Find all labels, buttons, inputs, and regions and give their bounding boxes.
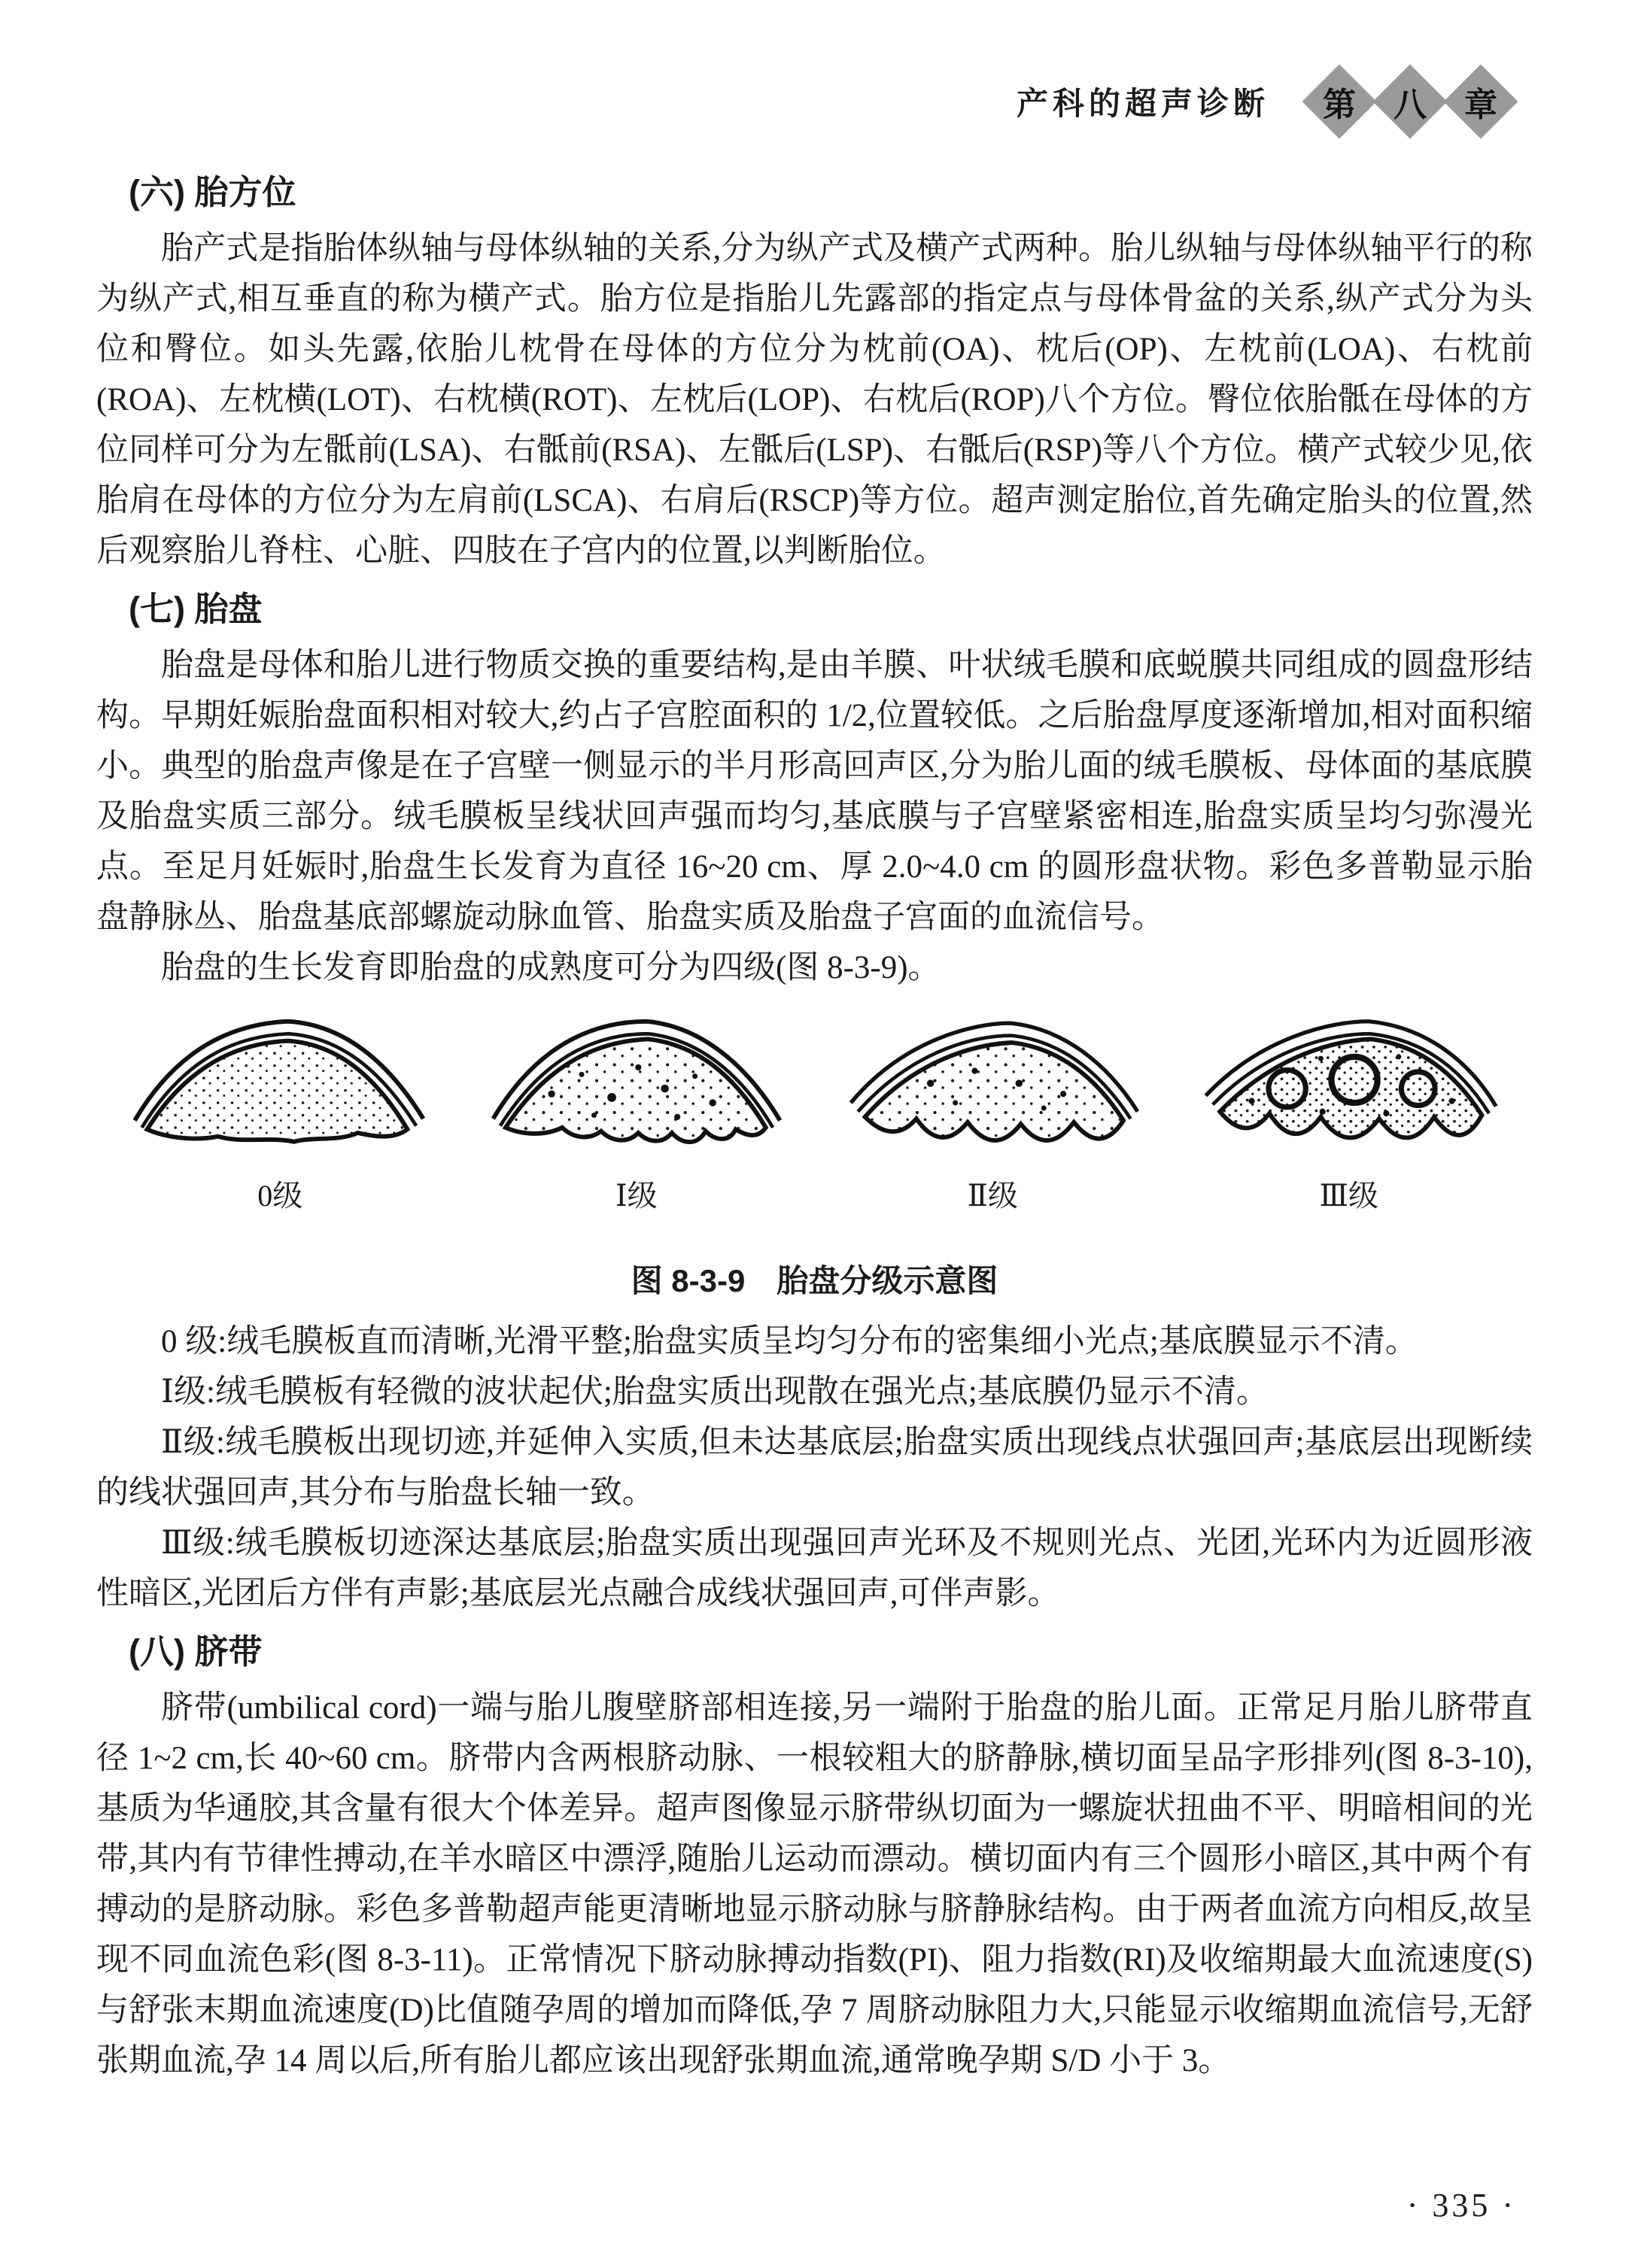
paragraph-grade-2: Ⅱ级:绒毛膜板出现切迹,并延伸入实质,但未达基底层;胎盘实质出现线点状强回声;基底层出现断续的线状强回声,其分布与胎盘长轴一致。	[96, 1425, 1533, 1510]
figure-cell-grade-0	[111, 1013, 449, 1221]
figure-row	[96, 1013, 1533, 1221]
figure-8-3-9	[96, 1013, 1533, 1306]
placenta-grade-1-illustration	[486, 1013, 787, 1163]
figure-label-grade-1: Ⅰ级	[615, 1179, 658, 1213]
running-title: 产科的超声诊断	[1016, 86, 1269, 121]
paragraph-grade-1: Ⅰ级:绒毛膜板有轻微的波状起伏;胎盘实质出现散在强光点;基底膜仍显示不清。	[161, 1374, 1269, 1410]
figure-cell-grade-2	[824, 1013, 1162, 1221]
chapter-diamond-1	[1302, 65, 1377, 139]
placenta-grade-2-illustration	[842, 1013, 1143, 1163]
placenta-grade-0-illustration	[129, 1013, 430, 1163]
chapter-diamond-3	[1444, 65, 1518, 139]
paragraph-fetal-position: 胎产式是指胎体纵轴与母体纵轴的关系,分为纵产式及横产式两种。胎儿纵轴与母体纵轴平行的称为纵产式,相互垂直的称为横产式。胎方位是指胎儿先露部的指定点与母体骨盆的关系,纵产式分为头位和臀位。如头先露,依胎儿枕骨在母体的方位分为枕前(OA)、枕后(OP)、左枕前(LOA)、右枕前(ROA)、左枕横(LOT)、右枕横(ROT)、左枕后(LOP)、右枕后(ROP)八个方位。臀位依胎骶在母体的方位同样可分为左骶前(LSA)、右骶前(RSA)、左骶后(LSP)、右骶后(RSP)等八个方位。横产式较少见,依胎肩在母体的方位分为左肩前(LSCA)、右肩后(RSCP)等方位。超声测定胎位,首先确定胎头的位置,然后观察胎儿脊柱、心脏、四肢在子宫内的位置,以判断胎位。	[96, 231, 1533, 569]
section-heading-8: (八) 脐带	[129, 1632, 263, 1671]
placenta-grade-3-illustration	[1199, 1013, 1500, 1163]
figure-label-grade-0: 0级	[257, 1179, 303, 1213]
paragraph-grade-0: 0 级:绒毛膜板直而清晰,光滑平整;胎盘实质呈均匀分布的密集细小光点;基底膜显示不清。	[161, 1324, 1418, 1359]
chapter-char-1: 第	[1323, 87, 1356, 123]
figure-cell-grade-3	[1180, 1013, 1518, 1221]
chapter-diamond-2	[1373, 65, 1448, 139]
figure-label-grade-3: Ⅲ级	[1319, 1179, 1379, 1213]
paragraph-placenta-maturity-intro: 胎盘的生长发育即胎盘的成熟度可分为四级(图 8-3-9)。	[161, 950, 941, 985]
paragraph-grade-3: Ⅲ级:绒毛膜板切迹深达基底层;胎盘实质出现强回声光环及不规则光点、光团,光环内为近圆形液性暗区,光团后方伴有声影;基底层光点融合成线状强回声,可伴声影。	[96, 1526, 1533, 1611]
figure-cell-grade-1	[467, 1013, 805, 1221]
chapter-char-2: 八	[1393, 87, 1427, 123]
paragraph-umbilical-cord: 脐带(umbilical cord)一端与胎儿腹壁脐部相连接,另一端附于胎盘的胎儿面。正常足月胎儿脐带直径 1~2 cm,长 40~60 cm。脐带内含两根脐动脉、一根较粗大的脐静脉,横切面呈品字形排列(图 8-3-10),基质为华通胶,其含量有很大个体差异。超声图像显示脐带纵切面为一螺旋状扭曲不平、明暗相间的光带,其内有节律性搏动,在羊水暗区中漂浮,随胎儿运动而漂动。横切面内有三个圆形小暗区,其中两个有搏动的是脐动脉。彩色多普勒超声能更清晰地显示脐动脉与脐静脉结构。由于两者血流方向相反,故呈现不同血流色彩(图 8-3-11)。正常情况下脐动脉搏动指数(PI)、阻力指数(RI)及收缩期最大血流速度(S)与舒张末期血流速度(D)比值随孕周的增加而降低,孕 7 周脐动脉阻力大,只能显示收缩期血流信号,无舒张期血流,孕 14 周以后,所有胎儿都应该出现舒张期血流,通常晚孕期 S/D 小于 3。	[96, 1690, 1533, 2078]
running-header	[0, 0, 1629, 128]
page-content	[96, 167, 1533, 2086]
chapter-badge	[1304, 75, 1516, 128]
figure-caption: 图 8-3-9 胎盘分级示意图	[631, 1263, 998, 1298]
section-heading-7: (七) 胎盘	[129, 590, 263, 628]
chapter-char-3: 章	[1464, 87, 1497, 123]
figure-label-grade-2: Ⅱ级	[967, 1179, 1018, 1213]
paragraph-placenta-structure: 胎盘是母体和胎儿进行物质交换的重要结构,是由羊膜、叶状绒毛膜和底蜕膜共同组成的圆盘形结构。早期妊娠胎盘面积相对较大,约占子宫腔面积的 1/2,位置较低。之后胎盘厚度逐渐增加,相对面积缩小。典型的胎盘声像是在子宫壁一侧显示的半月形高回声区,分为胎儿面的绒毛膜板、母体面的基底膜及胎盘实质三部分。绒毛膜板呈线状回声强而均匀,基底膜与子宫壁紧密相连,胎盘实质呈均匀弥漫光点。至足月妊娠时,胎盘生长发育为直径 16~20 cm、厚 2.0~4.0 cm 的圆形盘状物。彩色多普勒显示胎盘静脉丛、胎盘基底部螺旋动脉血管、胎盘实质及胎盘子宫面的血流信号。	[96, 648, 1533, 935]
page-number: · 335 ·	[1406, 2187, 1516, 2224]
section-heading-6: (六) 胎方位	[129, 173, 296, 211]
